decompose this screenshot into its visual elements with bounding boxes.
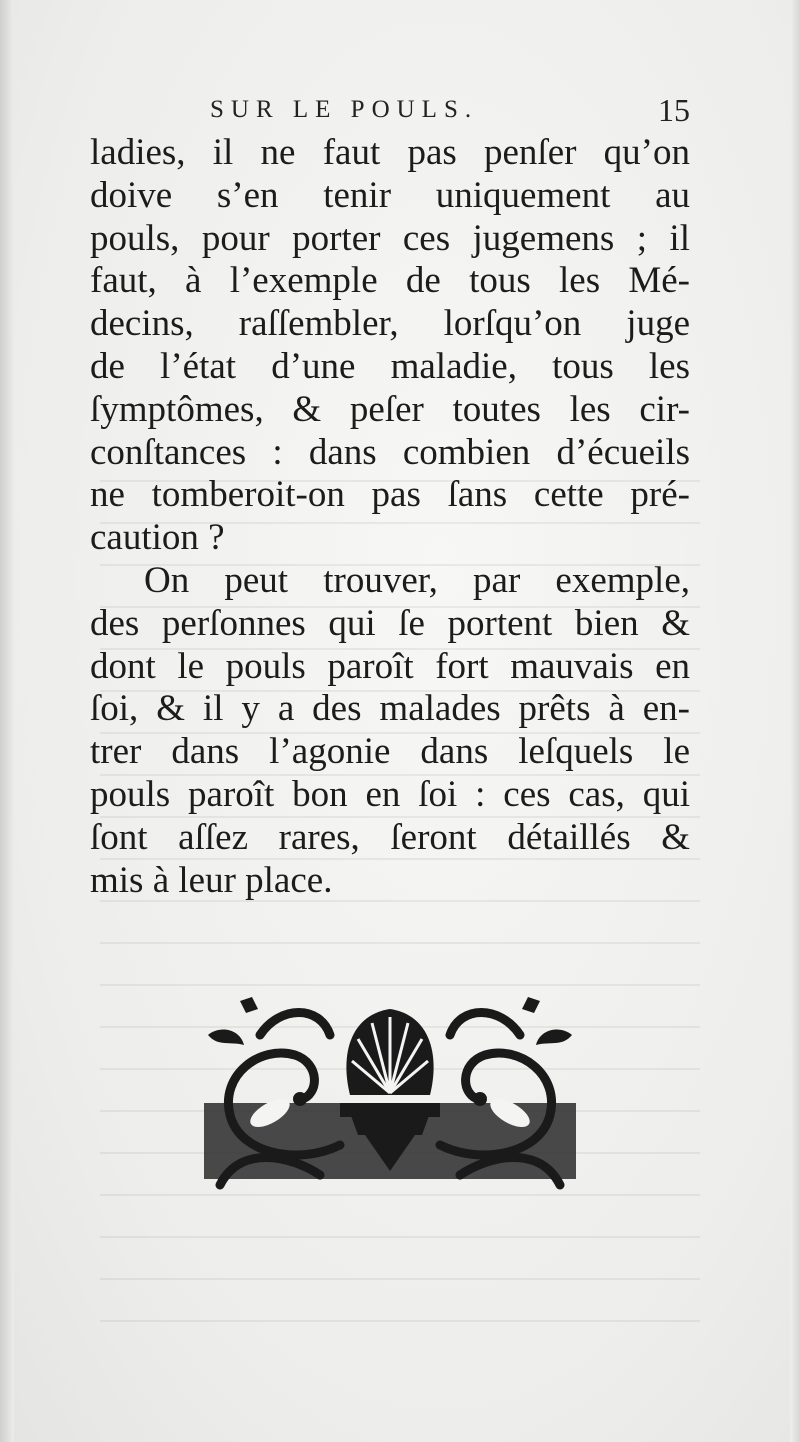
text-line: faut, à l’exemple de tous les Mé- — [90, 260, 690, 302]
text-line: dont le pouls paroît fort mauvais en — [90, 645, 690, 687]
text-line: decins, raſſembler, lorſqu’on juge — [90, 303, 690, 345]
page-edge-shadow — [790, 0, 800, 1442]
text-line: ſont aſſez rares, ſeront détaillés & — [90, 816, 690, 858]
body-text — [90, 132, 690, 902]
page-gutter-shadow — [0, 0, 14, 1442]
text-line: pouls paroît bon en ſoi : ces cas, qui — [90, 773, 690, 815]
text-line: mis à leur place. — [90, 859, 333, 901]
text-line: trer dans l’agonie dans leſquels le — [90, 731, 690, 773]
text-line: de l’état d’une maladie, tous les — [90, 345, 690, 387]
text-line: pouls, pour porter ces jugemens ; il — [90, 217, 690, 259]
text-line: conſtances : dans combien d’écueils — [90, 431, 690, 473]
page-header — [210, 92, 690, 132]
text-line: ladies, il ne faut pas penſer qu’on — [90, 132, 690, 173]
text-line: des perſonnes qui ſe portent bien & — [90, 602, 690, 644]
text-line: ſoi, & il y a des malades prêts à en- — [90, 688, 690, 730]
fleuron-tailpiece-icon — [200, 995, 580, 1195]
text-line: ſymptômes, & peſer toutes les cir- — [90, 388, 690, 430]
text-line: doive s’en tenir uniquement au — [90, 174, 690, 216]
running-head: SUR LE POULS. — [210, 96, 479, 123]
page-number: 15 — [658, 92, 690, 128]
text-line: caution ? — [90, 517, 225, 559]
text-line: ne tomberoit-on pas ſans cette pré- — [90, 474, 690, 516]
paragraph-first-line: On peut trouver, par exemple, — [144, 559, 690, 601]
